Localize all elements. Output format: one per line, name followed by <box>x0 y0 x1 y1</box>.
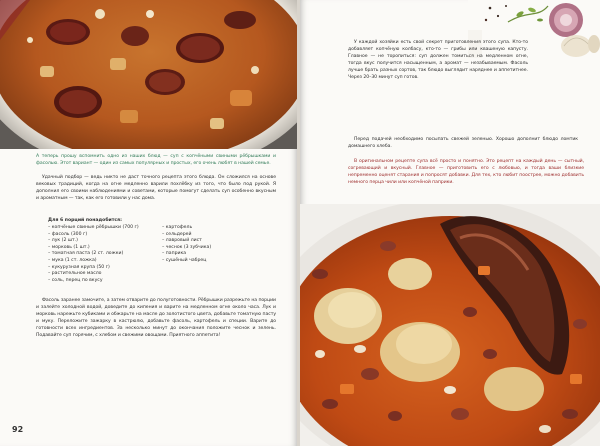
right-page <box>300 0 600 446</box>
ingredient-item: – соль, перец по вкусу <box>48 277 103 283</box>
soup-with-sausage-photo <box>0 0 297 149</box>
ingredient-item: – копчёные свиные рёбрышки (700 г) <box>48 225 139 230</box>
ingredient-item: – картофель <box>162 225 193 230</box>
ingredient-item: – лук (2 шт.) <box>48 238 78 244</box>
ingredient-item: – лавровый лист <box>162 238 202 244</box>
ingredient-item: – чеснок (3 зубчика) <box>162 244 212 250</box>
right-paragraph-3: В оригинальном рецепте супа всё просто и понятно. Это рецепт на каждый день — сытный, согревающий и вкусный. Главное — приготовить его с любовью, и тогда ваши близкие непременно оценят старания и попросят добавки. Для тех, кто любит поострее, можно добавить немного перца чили или копчёной паприки. <box>348 159 584 185</box>
history-paragraph: Удачный подбор — ведь никто не даст точного рецепта этого блюда. Он сложился на основе вековых традиций, когда на огне медленно варили похлёбку из того, что было под рукой. Я дополнил его своими наблюдениями и советами, которые помогут сделать суп особенно вкусным и ароматным — так, как его готовили у нас дома. <box>36 175 276 201</box>
right-paragraph-2: Перед подачей необходимо посыпать свежей зеленью. Хорошо дополнит блюдо ломтик домашнего хлеба. <box>348 137 578 149</box>
ingredient-item: – сушёный чабрец <box>162 257 207 263</box>
left-page <box>0 0 297 446</box>
ingredient-item: – кукурузная крупа (50 г) <box>48 264 110 270</box>
bean-soup-illustration <box>300 204 600 446</box>
ingredient-item: – томатная паста (2 ст. ложки) <box>48 251 124 257</box>
intro-paragraph: А теперь прошу вспомнить одно из наших блюд — суп с копчёными свиными рёбрышками и фасолью. Этот вариант — один из самых популярных и простых, его очень любят в нашей семье. <box>36 154 276 166</box>
ingredient-item: – морковь (1 шт.) <box>48 244 90 250</box>
soup-photo-illustration <box>0 0 297 149</box>
ingredient-item: – растительное масло <box>48 271 102 277</box>
ingredient-item: – мука (1 ст. ложка) <box>48 257 97 263</box>
ingredient-item: – паприка <box>162 251 187 257</box>
ingredient-item: – сельдерей <box>162 231 192 237</box>
method-paragraph: Фасоль заранее замочите, а затем отварите до полуготовности. Рёбрышки разрежьте на порции и залейте холодной водой, доведите до кипения и варите на медленном огне около часа. Лук и морковь нарежьте кубиками и обжарьте на масле до золотистого цвета, добавьте томатную пасту и муку. Переложите зажарку в кастрюлю, добавьте фасоль, картофель и специи. Варите до готовности всех ингредиентов. За несколько минут до окончания положите чеснок и зелень. Подавайте суп горячим, с хлебом и свежими овощами. Приятного аппетита! <box>36 298 276 338</box>
ingredients-heading: Для 6 порций понадобится: <box>48 218 122 223</box>
ingredients-list-left <box>48 225 139 284</box>
bean-soup-with-ribs-photo <box>300 204 600 446</box>
right-paragraph-1: У каждой хозяйки есть свой секрет приготовления этого супа. Кто-то добавляет копчёную колбасу, кто-то — грибы или квашеную капусту. Главное — не торопиться: суп должен томиться на медленном огне, тогда вкус получится насыщенным, а аромат — незабываемым. Фасоль лучше брать разных сортов, так блюдо выглядит наряднее и аппетитнее. Через 20–30 минут суп готов. <box>348 40 528 80</box>
page-number: 92 <box>12 425 24 434</box>
ingredient-item: – фасоль (300 г) <box>48 231 88 237</box>
ingredients-list-right <box>162 225 211 265</box>
